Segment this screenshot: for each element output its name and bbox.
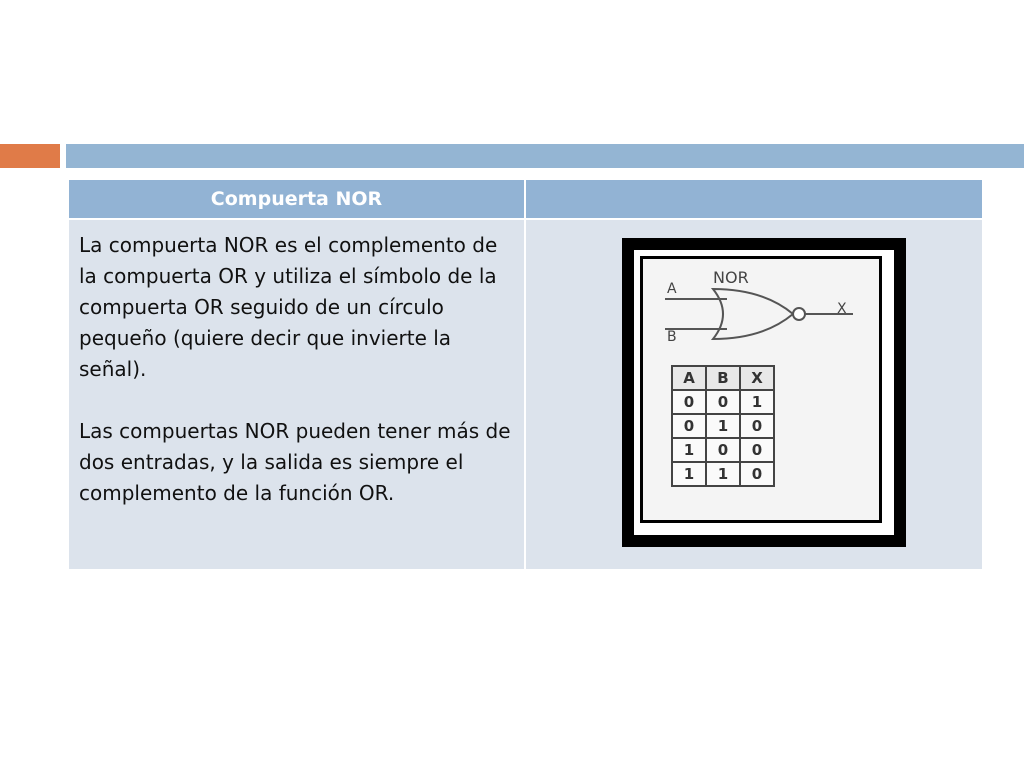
truth-cell: 0	[706, 390, 740, 414]
truth-table-header	[672, 366, 774, 390]
nor-gate-diagram	[643, 259, 879, 359]
truth-row	[672, 438, 774, 462]
truth-header-a: A	[672, 366, 706, 390]
truth-cell: 1	[740, 390, 774, 414]
truth-row	[672, 462, 774, 486]
or-gate-body	[713, 289, 793, 339]
truth-cell: 0	[672, 390, 706, 414]
nor-gate-figure	[622, 238, 906, 547]
description-text	[79, 230, 519, 540]
truth-cell: 0	[740, 462, 774, 486]
truth-row	[672, 390, 774, 414]
truth-header-b: B	[706, 366, 740, 390]
table-header-empty	[526, 180, 982, 218]
accent-bar-orange	[0, 144, 60, 168]
table-cell-figure	[526, 220, 982, 569]
truth-cell: 0	[672, 414, 706, 438]
content-table	[69, 180, 982, 569]
paragraph-definition: La compuerta NOR es el complemento de la compuerta OR y utiliza el símbolo de la compuerta OR seguido de un círculo pequeño (quiere decir que invierte la señal).	[79, 233, 498, 381]
truth-cell: 1	[706, 462, 740, 486]
paragraph-inputs: Las compuertas NOR pueden tener más de dos entradas, y la salida es siempre el complemento de la función OR.	[79, 419, 511, 505]
input-b-label: B	[667, 329, 677, 345]
truth-cell: 1	[672, 438, 706, 462]
truth-cell: 1	[672, 462, 706, 486]
output-x-label: X	[837, 301, 847, 317]
truth-cell: 0	[740, 414, 774, 438]
truth-header-x: X	[740, 366, 774, 390]
truth-cell: 1	[706, 414, 740, 438]
truth-cell: 0	[706, 438, 740, 462]
truth-cell: 0	[740, 438, 774, 462]
truth-row	[672, 414, 774, 438]
table-cell-description	[69, 220, 524, 569]
gate-label: NOR	[713, 268, 749, 287]
inverter-bubble	[793, 308, 805, 320]
table-header-title: Compuerta NOR	[69, 180, 524, 218]
accent-bar-blue	[66, 144, 1024, 168]
input-a-label: A	[667, 281, 677, 297]
truth-table	[671, 365, 775, 487]
